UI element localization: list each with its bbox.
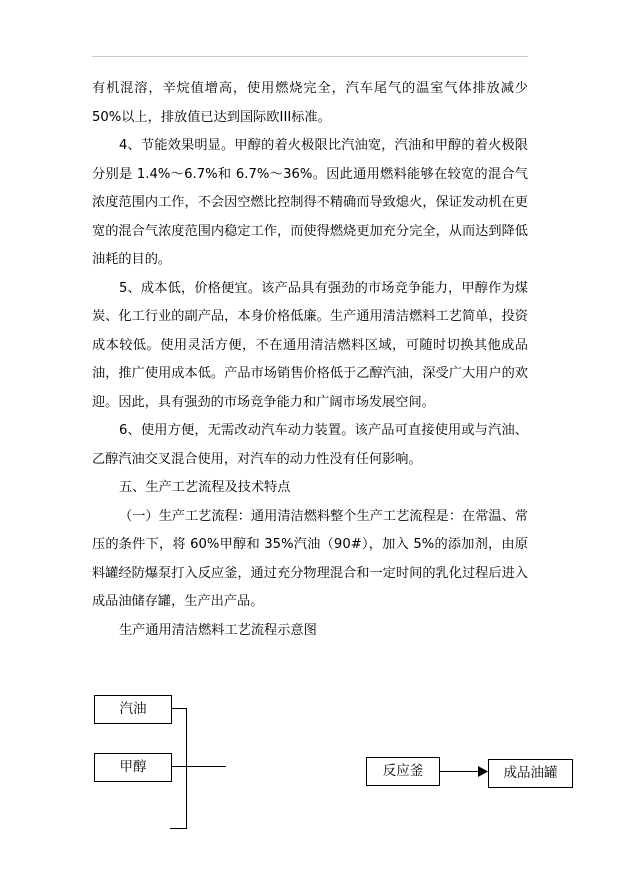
body-text — [92, 75, 528, 645]
methanol-box: 甲醇 — [94, 753, 172, 782]
paragraph-convenience: 6、使用方便，无需改动汽车动力装置。该产品可直接使用或与汽油、乙醇汽油交叉混合使用，对汽车的动力性没有任何影响。 — [92, 423, 528, 467]
reactor-to-tank-line — [440, 771, 480, 772]
paragraph-process-flow: （一）生产工艺流程：通用清洁燃料整个生产工艺流程是：在常温、常压的条件下，将 60%甲醇和 35%汽油（90#），加入 5%的添加剂，由原料罐经防爆泵打入反应釜，通过充分物理混合和一定时间的乳化过程后进入成品油储存罐，生产出产品。 — [92, 508, 528, 609]
additive-connector — [170, 828, 187, 829]
gasoline-box: 汽油 — [94, 695, 172, 724]
product-tank-box: 成品油罐 — [488, 759, 573, 788]
gasoline-connector — [172, 708, 187, 709]
feed-trunk-line — [186, 708, 187, 829]
header-rule — [92, 56, 528, 57]
reactor-box: 反应釜 — [366, 757, 440, 786]
paragraph-low-cost: 5、成本低，价格便宜。该产品具有强劲的市场竞争能力，甲醇作为煤炭、化工行业的副产品，本身价格低廉。生产通用清洁燃料工艺简单，投资成本较低。使用灵活方便，不在通用清洁燃料区域，可随时切换其他成品油，推广使用成本低。产品市场销售价格低于乙醇汽油，深受广大用户的欢迎。因此，具有强劲的市场竞争能力和广阔市场发展空间。 — [92, 280, 528, 410]
section-heading: 五、生产工艺流程及技术特点 — [119, 480, 291, 495]
paragraph-energy-saving: 4、节能效果明显。甲醇的着火极限比汽油宽，汽油和甲醇的着火极限分别是 1.4%～6.7%和 6.7%～36%。因此通用燃料能够在较宽的混合气浓度范围内工作，不会因空燃比控制得不精确而导致熄火，保证发动机在更宽的混合气浓度范围内稳定工作，而使得燃烧更加充分完全，从而达到降低油耗的目的。 — [92, 138, 528, 267]
arrowhead-icon — [478, 766, 488, 777]
diagram-caption: 生产通用清洁燃料工艺流程示意图 — [119, 622, 317, 638]
paragraph-emissions: 有机混溶，辛烷值增高，使用燃烧完全，汽车尾气的温室气体排放减少 50%以上，排放值已达到国际欧III标准。 — [92, 81, 528, 125]
methanol-connector — [172, 766, 226, 767]
